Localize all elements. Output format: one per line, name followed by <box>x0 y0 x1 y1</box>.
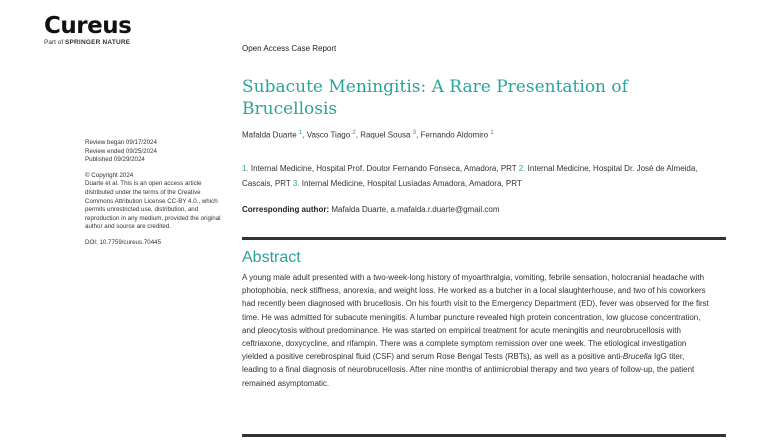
license-text: Duarte et al. This is an open access article distributed under the terms of the Creative Commons Attribution License CC-BY 4.0., which permits unrestricted use, distribution, and reproduction in any medium, provided the original author and source are credited. <box>85 180 221 231</box>
affiliation-number: 3. <box>292 179 300 188</box>
abstract-body <box>242 271 712 390</box>
abstract-text-part: IgG titer, leading to a final diagnosis of neurobrucellosis. After nine months of antimicrobial therapy and two years of follow-up, the patient remained asymptomatic. <box>242 352 695 388</box>
abstract-text-part: A young male adult presented with a two-week-long history of myoarthralgia, vomiting, febrile sensation, holocranial headache with photophobia, neck stiffness, anorexia, and weight loss. He worked as a butcher in a local slaughterhouse, and two of his coworkers had recently been diagnosed with brucellosis. On his fourth visit to the Emergency Department (ED), fever was observed for the first time. He was admitted for subacute meningitis. A lumbar puncture revealed high protein concentration, low glucose concentration, and pleocytosis without predominance. He was started on empirical treatment for acute meningitis and neurobrucellosis with ceftriaxone, doxycycline, and rifampin. There was a complete symptom remission over one week. The etiological investigation yielded a positive cerebrospinal fluid (CSF) and serum Rose Bengal Tests (RBTs), as well as a positive anti- <box>242 273 709 362</box>
corresponding-author <box>242 205 500 214</box>
section-divider <box>242 237 726 240</box>
abstract-italic-term: Brucella <box>622 352 652 362</box>
affiliations <box>242 161 708 191</box>
author-name[interactable]: Mafalda Duarte <box>242 130 297 140</box>
author-affiliation-ref[interactable]: 1 <box>490 130 494 136</box>
publisher-line <box>44 39 131 46</box>
author-affiliation-ref[interactable]: 1 <box>298 130 303 136</box>
author-name[interactable]: Raquel Sousa <box>360 130 411 140</box>
author-name[interactable]: Fernando Aldomiro <box>420 130 489 140</box>
corresponding-label: Corresponding author: <box>242 205 330 214</box>
affiliation-number: 1. <box>242 164 249 173</box>
abstract-heading: Abstract <box>242 249 301 266</box>
copyright: © Copyright 2024 <box>85 171 134 179</box>
journal-name: Cureus <box>44 13 132 39</box>
author-affiliation-ref[interactable]: 3 <box>412 130 417 136</box>
affiliation-text: Internal Medicine, Hospital Dr. José de Almeida, Cascais, PRT <box>242 164 698 188</box>
corresponding-value[interactable]: Mafalda Duarte, a.mafalda.r.duarte@gmail.com <box>331 205 500 214</box>
journal-logo[interactable] <box>44 14 131 46</box>
article-type: Open Access Case Report <box>242 44 337 53</box>
article-metadata <box>85 139 225 248</box>
author-affiliation-ref[interactable]: 2 <box>352 130 356 136</box>
author-name[interactable]: Vasco Tiago <box>306 130 351 140</box>
publisher-name: SPRINGER NATURE <box>64 39 131 46</box>
affiliation-number: 2. <box>518 164 526 173</box>
affiliation-text: Internal Medicine, Hospital Lusíadas Amadora, Amadora, PRT <box>301 179 522 188</box>
article-title: Subacute Meningitis: A Rare Presentation of Brucellosis <box>242 77 628 119</box>
affiliation-text: Internal Medicine, Hospital Prof. Doutor Fernando Fonseca, Amadora, PRT <box>250 164 517 173</box>
published-date: Published 09/29/2024 <box>85 156 145 164</box>
doi[interactable]: DOI: 10.7759/cureus.70445 <box>85 238 162 246</box>
review-ended: Review ended 09/25/2024 <box>85 147 157 155</box>
author-list: Mafalda Duarte $^1$, Vasco Tiago $^2$, Raquel Sousa $^3$, Fernando Aldomiro $^1$ <box>242 130 494 140</box>
part-of-prefix: Part of <box>44 39 64 46</box>
section-divider <box>242 434 726 437</box>
review-began: Review began 09/17/2024 <box>85 139 157 146</box>
